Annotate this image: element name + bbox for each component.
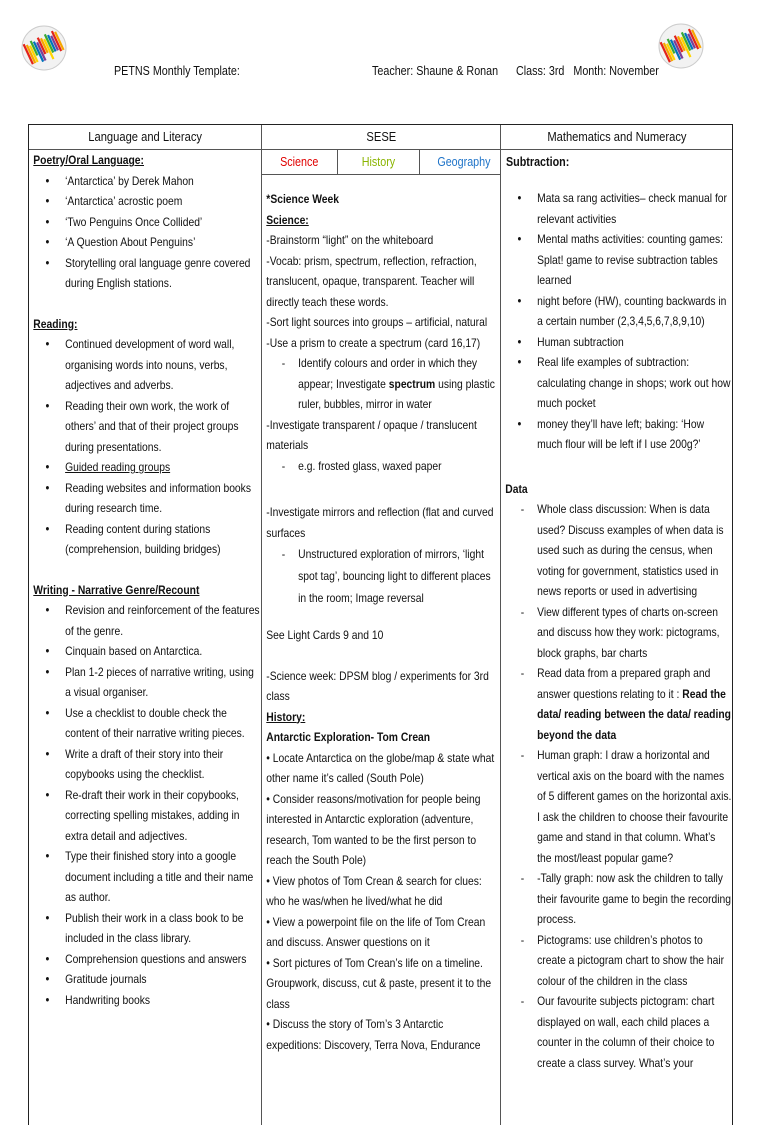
maths-column [500, 125, 733, 1125]
text-line: -Brainstorm “light” on the whiteboard [266, 233, 434, 247]
list-item: - Whole class discussion: When is data used? Discuss examples of when data is used such as during the census, when voting for government, statistics used in news reports or used in advertising [505, 499, 731, 602]
list-item: ● Cinquain based on Antarctica. [33, 641, 260, 662]
text-line: -Vocab: prism, spectrum, reflection, refraction, translucent, opaque, transparent. Teacher will directly teach these words. [266, 253, 477, 309]
list-item: - Pictograms: use children’s photos to create a pictogram chart to show the hair colour of the children in the class [505, 930, 731, 992]
science-heading: Science: [266, 212, 309, 227]
list-item: ● Type their finished story into a google document including a title and their name as author. [33, 846, 260, 908]
list-item: ● Continued development of word wall, organising words into nouns, verbs, adjectives and adverbs. [33, 334, 260, 396]
text-line: • View photos of Tom Crean & search for clues: who he was/when he lived/what he did [266, 873, 482, 908]
list-item: ● Comprehension questions and answers [33, 949, 260, 970]
list-item: ● ‘Antarctica’ acrostic poem [33, 191, 260, 212]
school-logo-right [657, 22, 705, 70]
list-item: ● Reading websites and information books during research time. [33, 478, 260, 519]
list-item: - Unstructured exploration of mirrors, ‘light spot tag’, bouncing light to different places in the room; Image reversal [266, 543, 499, 609]
text-line: • Sort pictures of Tom Crean’s life on a timeline. Groupwork, discuss, cut & paste, present it to the class [266, 955, 492, 1011]
list-item: - e.g. frosted glass, waxed paper [266, 456, 499, 477]
text-line: -Science week: DPSM blog / experiments for 3rd class [266, 668, 489, 703]
list-item: ● Plan 1-2 pieces of narrative writing, using a visual organiser. [33, 662, 260, 703]
text-line: -Sort light sources into groups – artificial, natural [266, 315, 488, 329]
list-item: ● Gratitude journals [33, 969, 260, 990]
text-line: See Light Cards 9 and 10 [266, 628, 384, 642]
list-item: ● Revision and reinforcement of the features of the genre. [33, 600, 260, 641]
list-item: ● Reading content during stations (comprehension, building bridges) [33, 519, 260, 560]
text-line: -Investigate mirrors and reflection (flat and curved surfaces [266, 505, 494, 540]
teacher-class-month: Teacher: Shaune & Ronan Class: 3rd Month: November [372, 64, 659, 78]
list-item: ● Re-draft their work in their copybooks, correcting spelling mistakes, adding in extra detail and adjectives. [33, 785, 260, 847]
list-item: ● Publish their work in a class book to be included in the class library. [33, 908, 260, 949]
list-item: - Read data from a prepared graph and answer questions relating to it : Read the data/ reading between the data/ reading beyond the data [505, 663, 731, 745]
oral-language-heading: Poetry/Oral Language: [33, 153, 144, 167]
list-item: ● Use a checklist to double check the content of their narrative writing pieces. [33, 703, 260, 744]
list-item: ● money they’ll have left; baking: ‘How much flour will be left if I use 200g?’ [505, 414, 731, 455]
list-item: - View different types of charts on-screen and discuss how they work: pictograms, block graphs, bar charts [505, 602, 731, 664]
list-item: ● ‘A Question About Penguins’ [33, 232, 260, 253]
science-week-title: *Science Week [266, 192, 339, 206]
language-column [28, 125, 261, 1125]
list-item: ● Real life examples of subtraction: calculating change in shops; work out how much pocket [505, 352, 731, 414]
data-heading: Data [505, 481, 528, 496]
text-line: • Locate Antarctica on the globe/map & state what other name it’s called (South Pole) [266, 750, 495, 785]
list-item: ● Mata sa rang activities– check manual for relevant activities [505, 188, 731, 229]
writing-heading: Writing - Narrative Genre/Recount [33, 582, 200, 597]
template-title: PETNS Monthly Template: [114, 64, 240, 78]
list-item: ● Storytelling oral language genre covered during English stations. [33, 253, 260, 294]
list-item: ● Handwriting books [33, 990, 260, 1011]
sese-heading: SESE [262, 125, 500, 150]
list-item: - -Tally graph: now ask the children to tally their favourite game to begin the recording process. [505, 868, 731, 930]
geography-label: Geography [437, 155, 491, 169]
school-logo-left [20, 24, 68, 72]
reading-heading: Reading: [33, 316, 78, 331]
history-heading: History: [266, 709, 306, 724]
sese-subject-row [262, 150, 500, 175]
list-item: ● night before (HW), counting backwards in a certain number (2,3,4,5,6,7,8,9,10) [505, 291, 731, 332]
list-item: ● Reading their own work, the work of others’ and that of their project groups during presentations. [33, 396, 260, 458]
plan-table [28, 124, 733, 1125]
tom-crean-title: Antarctic Exploration- Tom Crean [266, 730, 431, 744]
text-line: • View a powerpoint file on the life of Tom Crean and discuss. Answer questions on it [266, 914, 486, 949]
maths-heading: Mathematics and Numeracy [501, 125, 732, 150]
list-item: ● ‘Antarctica’ by Derek Mahon [33, 171, 260, 192]
text-line: -Investigate transparent / opaque / translucent materials [266, 417, 477, 452]
science-label: Science [262, 150, 338, 174]
list-item: ● Mental maths activities: counting games: Splat! game to revise subtraction tables learned [505, 229, 731, 291]
subtraction-heading: Subtraction: [506, 155, 570, 169]
text-line: • Discuss the story of Tom’s 3 Antarctic expeditions: Discovery, Terra Nova, Endurance [266, 1017, 481, 1052]
list-item: ● ‘Two Penguins Once Collided’ [33, 212, 260, 233]
text-line: -Use a prism to create a spectrum (card 16,17) [266, 335, 481, 350]
language-heading: Language and Literacy [29, 125, 261, 150]
list-item: - Our favourite subjects pictogram: chart displayed on wall, each child places a counter in the column of their choice to create a class survey. What’s your [505, 991, 731, 1073]
text-line: • Consider reasons/motivation for people being interested in Antarctic exploration (adventure, research, Tom wanted to be the first person to reach the South Pole) [266, 791, 481, 867]
sese-column [261, 125, 500, 1125]
list-item: ● Guided reading groups [33, 457, 260, 478]
list-item: - Human graph: I draw a horizontal and vertical axis on the board with the names of 5 different games on the horizontal axis. I ask the children to choose their favourite game and stand in that column. What’s the most/least popular game? [505, 745, 731, 868]
list-item: ● Human subtraction [505, 332, 731, 353]
history-label: History [338, 150, 420, 174]
list-item: - Identify colours and order in which they appear; Investigate spectrum using plastic ruler, bubbles, mirror in water [266, 353, 499, 415]
list-item: ● Write a draft of their story into their copybooks using the checklist. [33, 744, 260, 785]
